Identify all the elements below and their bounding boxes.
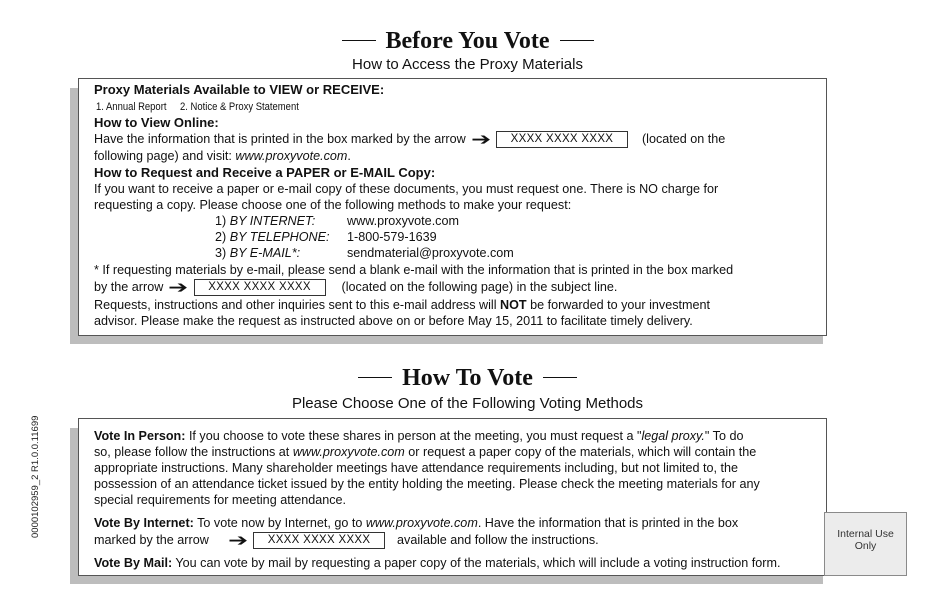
method-email-value[interactable]: sendmaterial@proxyvote.com bbox=[347, 246, 514, 260]
vote-by-internet-line-2: marked by the arrow ➔ XXXX XXXX XXXX available and follow the instructions. bbox=[94, 530, 599, 550]
method-internet: 1) BY INTERNET: bbox=[215, 214, 316, 228]
view-online-line-2: following page) and visit: www.proxyvote.com. bbox=[94, 149, 351, 163]
method-internet-value[interactable]: www.proxyvote.com bbox=[347, 214, 459, 228]
request-heading: How to Request and Receive a PAPER or E-MAIL Copy: bbox=[94, 165, 436, 180]
materials-heading: Proxy Materials Available to VIEW or RECEIVE: bbox=[94, 82, 385, 97]
method-email: 3) BY E-MAIL*: bbox=[215, 246, 301, 260]
view-online-heading: How to View Online: bbox=[94, 115, 219, 130]
vote-by-mail-label: Vote By Mail: bbox=[94, 556, 173, 570]
vote-in-person-line-5: special requirements for meeting attendance. bbox=[94, 493, 347, 507]
arrow-icon: ➔ bbox=[227, 530, 248, 550]
title-rule-left bbox=[358, 377, 392, 378]
title-rule-left bbox=[342, 40, 376, 41]
method-telephone-value[interactable]: 1-800-579-1639 bbox=[347, 230, 437, 244]
internal-use-box bbox=[824, 512, 907, 576]
arrow-icon: ➔ bbox=[168, 277, 189, 297]
request-line-2: requesting a copy. Please choose one of the following methods to make your request: bbox=[94, 198, 572, 212]
vote-in-person-line-1: Vote In Person: If you choose to vote these shares in person at the meeting, you must request a "legal proxy." To do bbox=[94, 429, 744, 443]
request-line-1: If you want to receive a paper or e-mail copy of these documents, you must request one. There is NO charge for bbox=[94, 182, 719, 196]
materials-list bbox=[96, 98, 318, 115]
proxyvote-link[interactable]: www.proxyvote.com bbox=[365, 516, 478, 530]
side-code: 0000102959_2 R1.0.0.11699 bbox=[30, 415, 41, 538]
voting-methods-box bbox=[78, 418, 827, 576]
before-you-vote-subtitle: How to Access the Proxy Materials bbox=[352, 56, 583, 73]
how-to-vote-subtitle: Please Choose One of the Following Voting Methods bbox=[291, 395, 644, 412]
proxyvote-link[interactable]: www.proxyvote.com bbox=[235, 149, 348, 163]
internal-use-line-2: Only bbox=[854, 540, 877, 552]
vote-in-person-line-3: appropriate instructions. Many shareholder meetings have attendance requirements including, but not limited to, the bbox=[94, 461, 739, 475]
vote-by-mail-line: Vote By Mail: You can vote by mail by requesting a paper copy of the materials, which will include a voting instruction form. bbox=[94, 556, 781, 570]
footer-line-2: advisor. Please make the request as instructed above on or before May 15, 2011 to facilitate timely delivery. bbox=[94, 314, 693, 328]
email-note-line-2: by the arrow ➔ XXXX XXXX XXXX (located on the following page) in the subject line. bbox=[94, 277, 618, 297]
how-to-vote-title: How To Vote bbox=[0, 365, 935, 392]
vote-by-internet-line-1: Vote By Internet: To vote now by Internet, go to www.proxyvote.com. Have the information that is printed in the box bbox=[94, 516, 739, 530]
proxy-materials-box bbox=[78, 78, 827, 336]
email-note-line-1: * If requesting materials by e-mail, please send a blank e-mail with the information that is printed in the box marked bbox=[94, 263, 734, 277]
vote-in-person-line-4: possession of an attendance ticket issued by the entity holding the meeting. Please check the meeting materials for any bbox=[94, 477, 760, 491]
vote-in-person-line-2: so, please follow the instructions at www.proxyvote.com or request a paper copy of the materials, which will contain the bbox=[94, 445, 757, 459]
control-number-box: XXXX XXXX XXXX bbox=[496, 131, 628, 148]
before-you-vote-title: Before You Vote bbox=[0, 28, 935, 55]
materials-item-notice: 2. Notice & Proxy Statement bbox=[179, 101, 299, 113]
internal-use-line-1: Internal Use bbox=[837, 528, 894, 540]
title-rule-right bbox=[560, 40, 594, 41]
control-number-box: XXXX XXXX XXXX bbox=[194, 279, 326, 296]
vote-by-internet-label: Vote By Internet: bbox=[94, 516, 194, 530]
method-telephone: 2) BY TELEPHONE: bbox=[215, 230, 330, 244]
proxyvote-link[interactable]: www.proxyvote.com bbox=[292, 445, 405, 459]
arrow-icon: ➔ bbox=[470, 129, 491, 149]
control-number-box: XXXX XXXX XXXX bbox=[253, 532, 385, 549]
view-online-line-1: Have the information that is printed in the box marked by the arrow ➔ XXXX XXXX XXXX (located on the bbox=[94, 129, 726, 149]
title-rule-right bbox=[543, 377, 577, 378]
footer-line-1: Requests, instructions and other inquiries sent to this e-mail address will NOT be forwarded to your investment bbox=[94, 298, 710, 312]
materials-item-annual-report: 1. Annual Report bbox=[96, 101, 167, 113]
vote-in-person-label: Vote In Person: bbox=[94, 429, 186, 443]
